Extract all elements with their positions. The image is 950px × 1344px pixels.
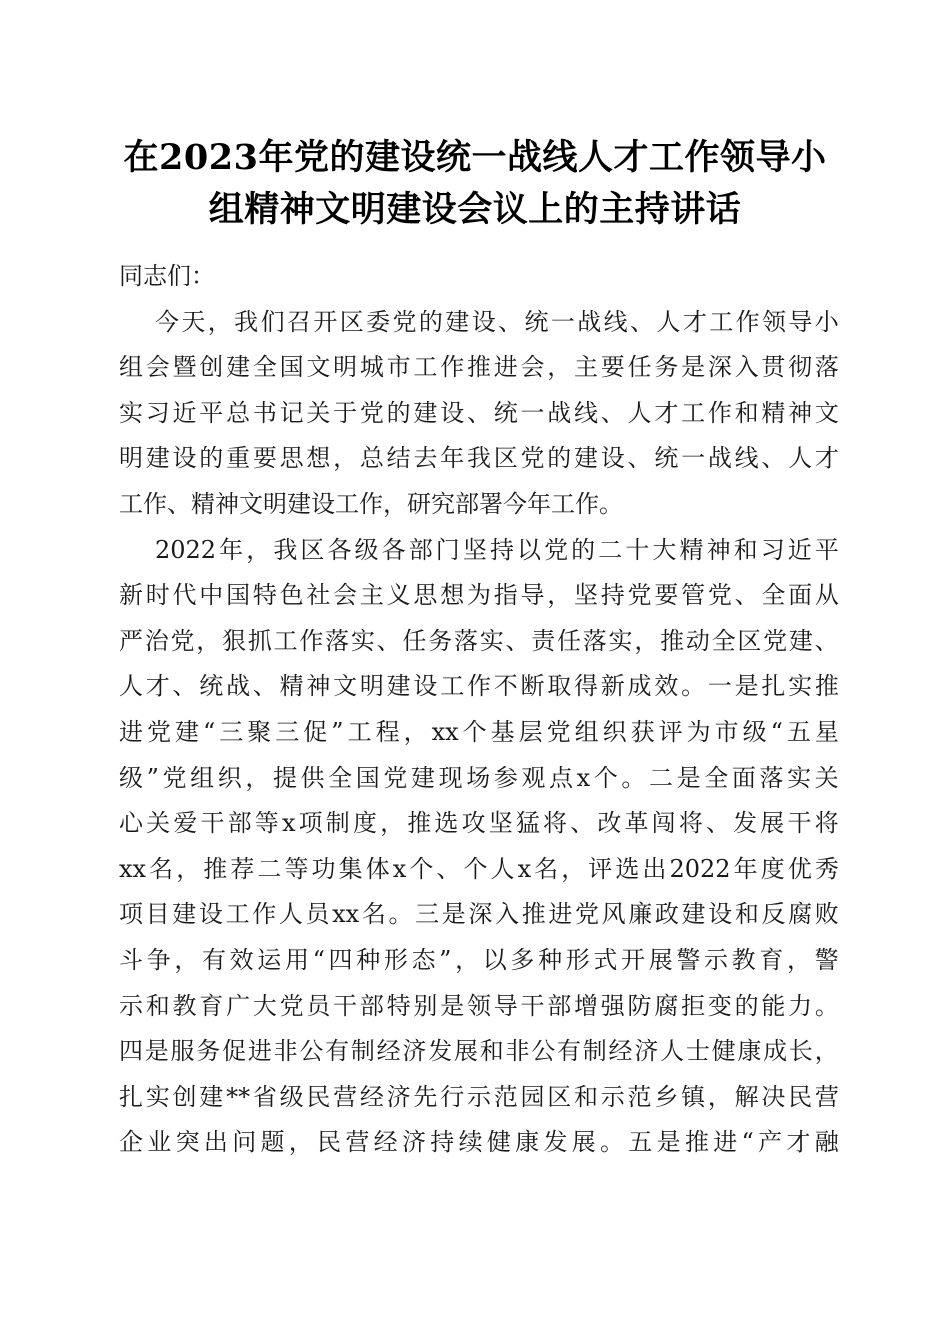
paragraph-line: 新 时 代 中 国 特 色 社 会 主 义 思 想 为 指 导 ， 坚 持 党 要 管 党 、 全 面 从 (119, 581, 839, 610)
paragraph-achievements (119, 528, 839, 1166)
paragraph-line: 心 关 爱 干 部 等 x 项 制 度 ， 推 选 攻 坚 猛 将 、 改 革 闯 将 、 发 展 干 将 (119, 809, 839, 838)
paragraph-line: 组 会 暨 创 建 全 国 文 明 城 市 工 作 推 进 会 ， 主 要 任 务 是 深 入 贯 彻 落 (119, 353, 839, 382)
paragraph-line: 工作、精神文明建设工作，研究部署今年工作。 (119, 489, 623, 518)
paragraph-line: 四 是 服 务 促 进 非 公 有 制 经 济 发 展 和 非 公 有 制 经 济 人 士 健 康 成 长 ， (119, 1037, 839, 1066)
paragraph-line: 2022 年 ， 我 区 各 级 各 部 门 坚 持 以 党 的 二 十 大 精 神 和 习 近 平 (155, 535, 839, 564)
paragraph-line: 进 党 建 “ 三 聚 三 促 ” 工 程 ， xx 个 基 层 党 组 织 获 评 为 市 级 “ 五 星 (119, 717, 839, 746)
title-line: 组精神文明建设会议上的主持讲话 (208, 189, 742, 230)
paragraph-line: 今 天 ， 我 们 召 开 区 委 党 的 建 设 、 统 一 战 线 、 人 才 工 作 领 导 小 (155, 307, 839, 336)
paragraph-line: 扎 实 创 建 ** 省 级 民 营 经 济 先 行 示 范 园 区 和 示 范 乡 镇 ， 解 决 民 营 (119, 1082, 839, 1111)
paragraph-line: xx 名 ， 推 荐 二 等 功 集 体 x 个 、 个 人 x 名 ， 评 选 出 2022 年 度 优 秀 (119, 854, 839, 883)
salutation: 同志们： (119, 262, 215, 290)
document-body (119, 254, 839, 1166)
paragraph-line: 级 ” 党 组 织 ， 提 供 全 国 党 建 现 场 参 观 点 x 个 。 二 是 全 面 落 实 关 (119, 763, 839, 792)
paragraph-line: 斗 争 ， 有 效 运 用 “ 四 种 形 态 ” ， 以 多 种 形 式 开 展 警 示 教 育 ， 警 (119, 945, 839, 974)
paragraph-line: 人 才 、 统 战 、 精 神 文 明 建 设 工 作 不 断 取 得 新 成 效 。 一 是 扎 实 推 (119, 672, 839, 701)
paragraph-opening (119, 300, 839, 528)
paragraph-line: 实 习 近 平 总 书 记 关 于 党 的 建 设 、 统 一 战 线 、 人 才 工 作 和 精 神 文 (119, 398, 839, 427)
paragraph-line: 企 业 突 出 问 题 ， 民 营 经 济 持 续 健 康 发 展 。 五 是 推 进 “ 产 才 融 (119, 1128, 839, 1157)
paragraph-line: 项 目 建 设 工 作 人 员 xx 名 。 三 是 深 入 推 进 党 风 廉 政 建 设 和 反 腐 败 (119, 900, 839, 929)
paragraph-line: 示 和 教 育 广 大 党 员 干 部 特 别 是 领 导 干 部 增 强 防 腐 拒 变 的 能 力 。 (119, 991, 839, 1020)
document-title (100, 132, 850, 236)
title-line: 在2023年党的建设统一战线人才工作领导小 (123, 137, 827, 178)
paragraph-line: 严 治 党 ， 狠 抓 工 作 落 实 、 任 务 落 实 、 责 任 落 实 ， 推 动 全 区 党 建 、 (119, 626, 839, 655)
paragraph-line: 明 建 设 的 重 要 思 想 ， 总 结 去 年 我 区 党 的 建 设 、 统 一 战 线 、 人 才 (119, 444, 839, 473)
